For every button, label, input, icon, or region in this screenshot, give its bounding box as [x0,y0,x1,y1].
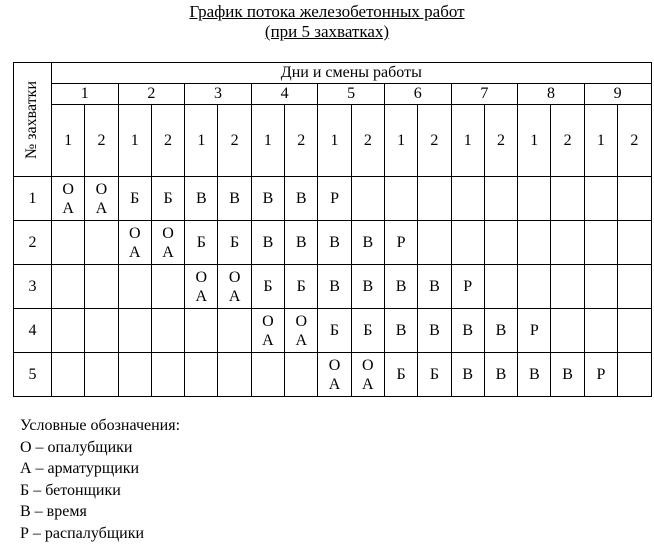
schedule-cell: В [384,265,417,309]
day-header: 8 [518,84,585,105]
table-row [14,309,652,353]
schedule-cell [285,353,318,397]
cell-code: О [95,180,108,198]
schedule-cell [484,177,517,221]
shift-header: 1 [251,105,284,177]
schedule-cell [618,265,652,309]
day-header: 1 [52,84,119,105]
cell-code: О [362,356,374,374]
legend-item: В – время [20,503,87,520]
shift-header: 1 [52,105,85,177]
schedule-cell [518,265,551,309]
schedule-cell: В [518,353,551,397]
schedule-cell: Б [118,177,151,221]
schedule-cell [551,309,584,353]
schedule-cell [584,309,617,353]
schedule-cell: В [351,265,384,309]
zone-number: 5 [14,353,52,397]
schedule-cell [85,309,118,353]
shift-header: 2 [418,105,451,177]
schedule-cell: В [418,265,451,309]
legend-item: Р – распалубщики [20,524,145,542]
cell-code: О [162,224,174,242]
row-header-label: № захватки [23,80,40,159]
schedule-cell [118,221,151,265]
schedule-cell [185,309,218,353]
schedule-cell [251,353,284,397]
schedule-cell [351,177,384,221]
day-header: 9 [584,84,651,105]
schedule-cell [584,221,617,265]
legend-item: Б – бетонщики [20,481,121,499]
schedule-cell: В [451,309,484,353]
cell-code: А [362,375,374,393]
cell-code: А [62,199,74,217]
cell-code: О [328,356,341,374]
table-row [14,221,652,265]
schedule-cell [551,177,584,221]
cell-code: О [262,312,274,330]
schedule-cell [484,265,517,309]
legend [20,415,180,544]
schedule-cell: В [484,353,517,397]
table-row [14,177,652,221]
schedule-cell: В [285,177,318,221]
shift-header: 2 [351,105,384,177]
schedule-cell: Б [218,221,251,265]
schedule-cell [185,265,218,309]
schedule-cell: Б [285,265,318,309]
schedule-cell [251,309,284,353]
cell-code: О [128,224,141,242]
cell-code: А [228,287,241,305]
shift-header: 1 [584,105,617,177]
schedule-cell [185,353,218,397]
shift-header: 1 [118,105,151,177]
schedule-cell [484,221,517,265]
schedule-cell [418,177,451,221]
schedule-cell [518,177,551,221]
schedule-cell: Б [151,177,184,221]
schedule-cell: В [251,221,284,265]
shift-header: 2 [85,105,118,177]
zone-number: 2 [14,221,52,265]
schedule-cell: Б [251,265,284,309]
shift-header: 2 [618,105,652,177]
schedule-cell: Р [451,265,484,309]
schedule-cell [584,177,617,221]
cell-code: А [295,331,307,349]
schedule-cell [151,353,184,397]
schedule-cell: Б [351,309,384,353]
schedule-cell [218,309,251,353]
schedule-cell [52,177,85,221]
shift-header: 2 [551,105,584,177]
schedule-cell [618,177,652,221]
schedule-cell [118,353,151,397]
schedule-cell [52,353,85,397]
schedule-cell [52,221,85,265]
row-header-cell [14,63,52,177]
schedule-cell: В [451,353,484,397]
schedule-cell [218,265,251,309]
schedule-cell [618,353,652,397]
schedule-cell [151,221,184,265]
table-row [14,353,652,397]
schedule-cell: В [318,265,351,309]
shift-header: 1 [451,105,484,177]
schedule-cell [584,265,617,309]
schedule-cell: Р [384,221,417,265]
shift-header: 1 [384,105,417,177]
schedule-cell: Р [518,309,551,353]
document-title: График потока железобетонных работ [189,2,465,21]
legend-heading: Условные обозначения: [20,417,181,434]
schedule-cell: В [484,309,517,353]
schedule-cell: В [251,177,284,221]
schedule-cell [85,265,118,309]
schedule-table [13,62,652,397]
cell-code: А [162,243,174,261]
day-header: 7 [451,84,518,105]
cell-code: О [62,180,74,198]
schedule-cell [85,177,118,221]
schedule-cell: В [218,177,251,221]
cell-code: О [195,268,208,286]
day-header: 2 [118,84,185,105]
day-header: 5 [318,84,385,105]
shift-header: 1 [185,105,218,177]
cell-code: А [95,199,108,217]
schedule-cell: В [318,221,351,265]
schedule-cell [384,177,417,221]
schedule-cell [151,309,184,353]
schedule-cell: В [551,353,584,397]
schedule-cell [518,221,551,265]
schedule-cell: Р [584,353,617,397]
schedule-cell [85,353,118,397]
cell-code: О [228,268,241,286]
schedule-cell [118,309,151,353]
table-row [14,265,652,309]
schedule-cell [418,221,451,265]
schedule-cell: В [285,221,318,265]
schedule-cell [218,353,251,397]
schedule-cell [351,353,384,397]
schedule-cell: В [384,309,417,353]
schedule-cell: Б [185,221,218,265]
schedule-cell [618,309,652,353]
shift-header: 2 [285,105,318,177]
schedule-cell [52,265,85,309]
day-header: 4 [251,84,318,105]
cell-code: А [328,375,341,393]
document-subtitle: (при 5 захватках) [264,22,390,41]
schedule-cell [551,221,584,265]
schedule-cell: Б [418,353,451,397]
schedule-cell [551,265,584,309]
schedule-cell [318,353,351,397]
legend-item: А – арматурщики [20,460,140,477]
cell-code: А [128,243,141,261]
schedule-cell: Р [318,177,351,221]
legend-item: О – опалубщики [20,438,133,456]
cell-code: О [295,312,307,330]
schedule-cell [451,177,484,221]
shift-header: 2 [218,105,251,177]
cell-code: А [195,287,208,305]
zone-number: 1 [14,177,52,221]
day-header: 3 [185,84,252,105]
schedule-cell [151,265,184,309]
schedule-cell [85,221,118,265]
schedule-cell: Б [384,353,417,397]
schedule-cell: В [185,177,218,221]
schedule-cell [451,221,484,265]
schedule-cell: В [418,309,451,353]
schedule-cell: Б [318,309,351,353]
shift-header: 1 [318,105,351,177]
schedule-cell [618,221,652,265]
shift-header: 2 [484,105,517,177]
zone-number: 3 [14,265,52,309]
zone-number: 4 [14,309,52,353]
shift-header: 1 [518,105,551,177]
schedule-cell: В [351,221,384,265]
day-header: 6 [384,84,451,105]
schedule-cell [52,309,85,353]
schedule-cell [118,265,151,309]
schedule-cell [285,309,318,353]
shift-header: 2 [151,105,184,177]
group-header: Дни и смены работы [52,63,652,84]
cell-code: А [262,331,274,349]
